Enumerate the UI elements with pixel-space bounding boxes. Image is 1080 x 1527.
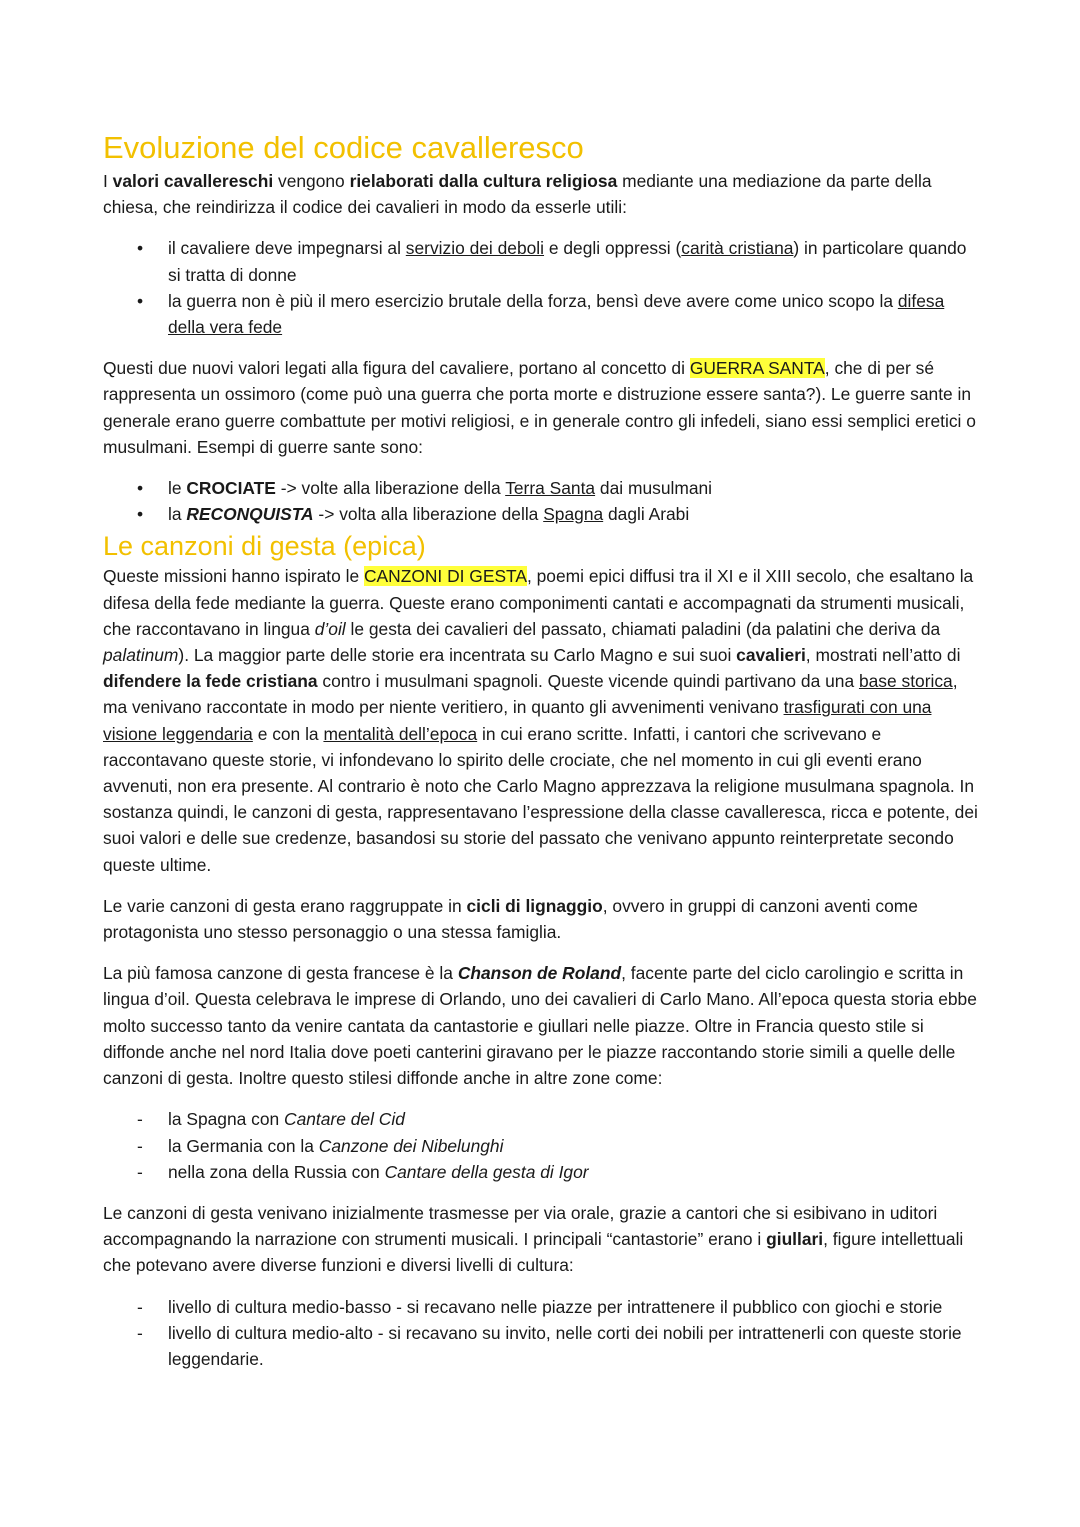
dash-list-livelli	[103, 1294, 983, 1373]
bullet-dash: -	[137, 1322, 143, 1343]
paragraph-chanson-de-roland: La più famosa canzone di gesta francese è la Chanson de Roland, facente parte del ciclo carolingio e scritta in lingua d’oil. Questa celebrava le imprese di Orlando, uno dei cavalieri di Carlo Mano. All’epoca questa storia ebbe molto successo tanto da venire cantata da cantastorie e giullari nelle piazze. Oltre in Francia questo stile si diffonde anche nel nord Italia dove poeti canterini giravano per le piazze raccontando storie simili a quelle delle canzoni di gesta. Inoltre questo stilesi diffonde anche in altre zone come:	[103, 963, 977, 1089]
paragraph-giullari: Le canzoni di gesta venivano inizialmente trasmesse per via orale, grazie a cantori che si esibivano in uditori accompagnando la narrazione con strumenti musicali. I principali “cantastorie” erano i giullari, figure intellettuali che potevano avere diverse funzioni e diversi livelli di cultura:	[103, 1202, 964, 1276]
paragraph-cicli: Le varie canzoni di gesta erano raggruppate in cicli di lignaggio, ovvero in gruppi di canzoni aventi come protagonista uno stesso personaggio o una stessa famiglia.	[103, 895, 918, 943]
paragraph-valori: I valori cavallereschi vengono rielaborati dalla cultura religiosa mediante una mediazione da parte della chiesa, che reindirizza il codice dei cavalieri in modo da esserle utili:	[103, 171, 932, 218]
bullet-list-guerre	[103, 475, 983, 527]
list-item: • le CROCIATE -> volte alla liberazione della Terra Santa dai musulmani	[103, 475, 983, 501]
list-item: • il cavaliere deve impegnarsi al servizio dei deboli e degli oppressi (carità cristiana) in particolare quando si tratta di donne	[103, 235, 983, 287]
bullet-dash: -	[137, 1296, 143, 1317]
list-item: • la guerra non è più il mero esercizio brutale della forza, bensì deve avere come unico scopo la difesa della vera fede	[103, 288, 983, 340]
bullet-dash: -	[137, 1109, 143, 1130]
document-page	[103, 128, 983, 1372]
paragraph-guerra-santa: Questi due nuovi valori legati alla figura del cavaliere, portano al concetto di GUERRA SANTA, che di per sé rappresenta un ossimoro (come può una guerra che porta morte e distruzione essere santa?). Le guerre sante in generale erano guerre combattute per motivi religiosi, e in generale contro gli infedeli, siano essi semplici eretici o musulmani. Esempi di guerre sante sono:	[103, 358, 976, 457]
list-item: - nella zona della Russia con Cantare della gesta di Igor	[103, 1159, 983, 1185]
paragraph-canzoni-di-gesta: Queste missioni hanno ispirato le CANZONI DI GESTA, poemi epici diffusi tra il XI e il XIII secolo, che esaltano la difesa della fede mediante la guerra. Queste erano componimenti cantati e accompagnati da strumenti musicali, che raccontavano in lingua d’oil le gesta dei cavalieri del passato, chiamati paladini (da palatini che deriva da palatinum). La maggior parte delle storie era incentrata su Carlo Magno e sui suoi cavalieri, mostrati nell’atto di difendere la fede cristiana contro i musulmani spagnoli. Queste vicende quindi partivano da una base storica, ma venivano raccontate in modo per niente veritiero, in quanto gli avvenimenti venivano trasfigurati con una visione leggendaria e con la mentalità dell’epoca in cui erano scritte. Infatti, i cantori che scrivevano e raccontavano queste storie, vi infondevano lo spirito delle crociate, che nel momento in cui gli eventi erano avvenuti, non era presente. Al contrario è noto che Carlo Magno apprezzava la religione musulmana spagnola. In sostanza quindi, le canzoni di gesta, rappresentavano l’espressione della classe cavalleresca, ricca e potente, dei suoi valori e delle sue credenze, basandosi su storie del passato che venivano appunto reinterpretate secondo queste ultime.	[103, 566, 978, 875]
bullet-dot: •	[137, 504, 144, 525]
bullet-dash: -	[137, 1135, 143, 1156]
list-item: - la Spagna con Cantare del Cid	[103, 1106, 983, 1132]
bullet-dot: •	[137, 238, 144, 259]
highlight-guerra-santa: GUERRA SANTA	[689, 358, 825, 379]
highlight-canzoni-di-gesta: CANZONI DI GESTA	[364, 566, 527, 587]
list-item: - livello di cultura medio-alto - si recavano su invito, nelle corti dei nobili per intrattenerli con queste storie leggendarie.	[103, 1320, 983, 1372]
bullet-dot: •	[137, 478, 144, 499]
list-item: - livello di cultura medio-basso - si recavano nelle piazze per intrattenere il pubblico con giochi e storie	[103, 1294, 983, 1320]
dash-list-opere	[103, 1106, 983, 1185]
bullet-dot: •	[137, 290, 144, 311]
bullet-dash: -	[137, 1161, 143, 1182]
list-item: - la Germania con la Canzone dei Nibelunghi	[103, 1133, 983, 1159]
section-title-codice: Evoluzione del codice cavalleresco	[103, 130, 584, 165]
section-title-canzoni: Le canzoni di gesta (epica)	[103, 531, 426, 562]
bullet-list-valori	[103, 235, 983, 340]
list-item: • la RECONQUISTA -> volta alla liberazione della Spagna dagli Arabi	[103, 501, 983, 527]
